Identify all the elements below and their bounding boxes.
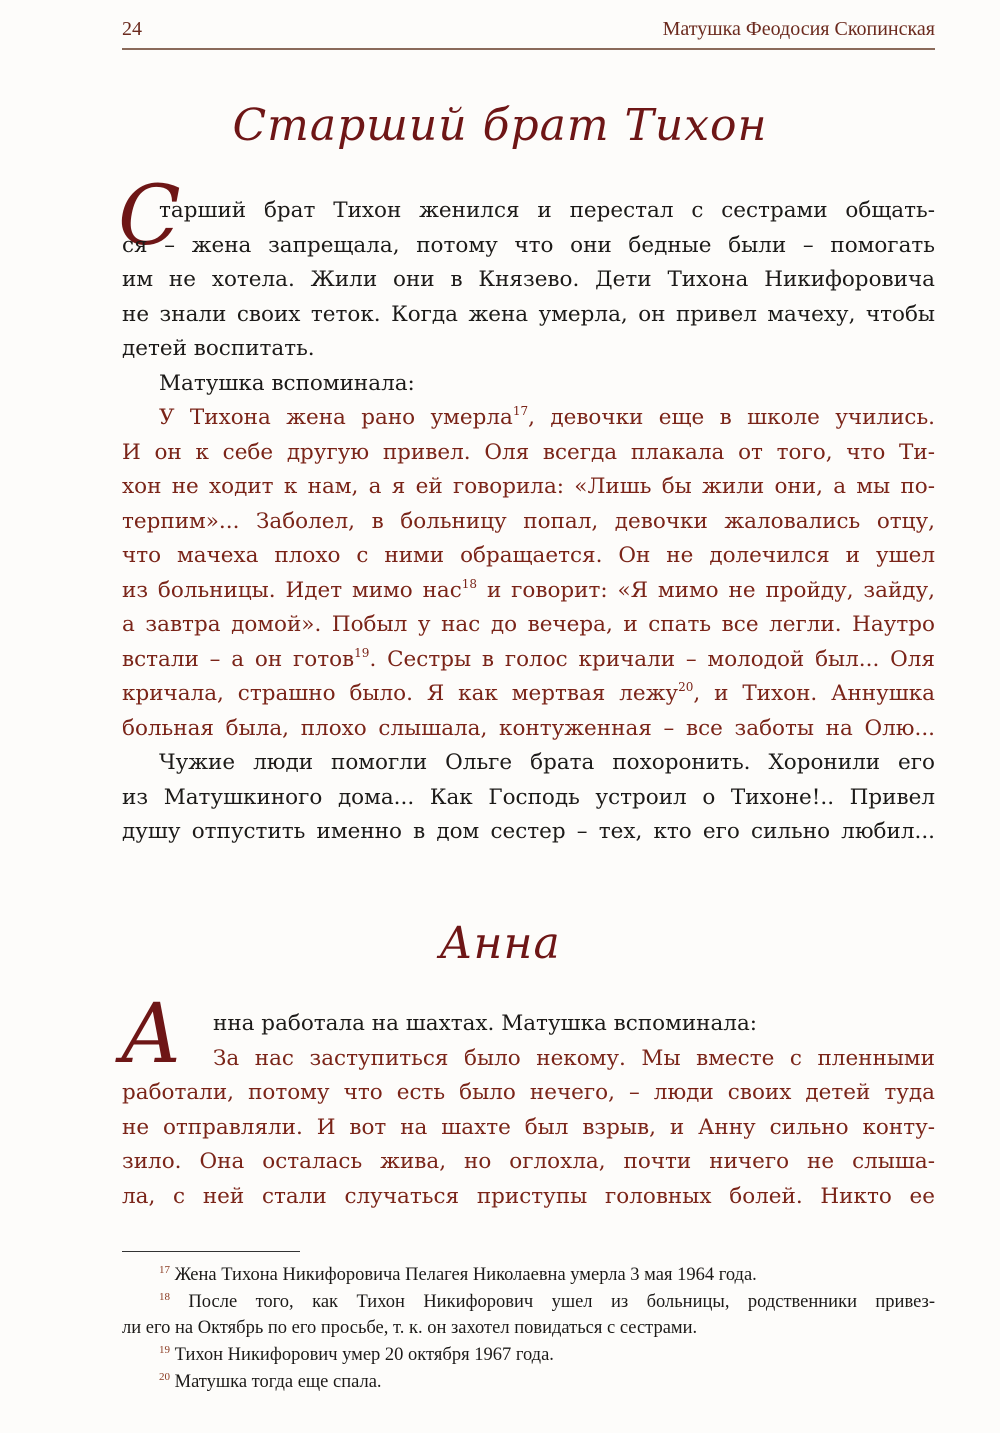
text-line: [122, 298, 935, 333]
text-line: [122, 1145, 935, 1180]
text-line: [122, 574, 935, 609]
running-header: [122, 18, 935, 44]
text-run: из больницы. Идет мимо нас: [122, 577, 462, 603]
text-line: [122, 194, 935, 229]
text-run: детей воспитать.: [122, 336, 315, 361]
text-run: хон не ходит к нам, а я ей говорила: «Лишь бы жили они, а мы по-: [122, 474, 935, 499]
quote-paragraph: [122, 1042, 935, 1215]
text-run: и говорит: «Я мимо не пройду, зайду,: [477, 577, 936, 603]
text-run: Матушка тогда еще спала.: [170, 1371, 382, 1392]
text-line: [122, 1042, 935, 1077]
footnote-ref: 18: [461, 576, 478, 591]
text-run: душу отпустить именно в дом сестер – тех, кто его сильно любил...: [122, 819, 935, 844]
paragraph: [122, 367, 935, 402]
text-run: кричала, страшно было. Я как мертвая лежу: [122, 681, 679, 706]
footnote: [122, 1342, 935, 1369]
text-line: [122, 505, 935, 540]
text-line: [122, 608, 935, 643]
text-run: ся – жена запрещала, потому что они бедные были – помогать: [122, 232, 935, 258]
text-line: [122, 229, 935, 264]
text-run: Тихон Никифорович умер 20 октября 1967 года.: [170, 1345, 554, 1366]
text-line: [122, 539, 935, 574]
text-line: [122, 746, 935, 781]
footnote-rule: [122, 1251, 300, 1252]
footnote: [122, 1289, 935, 1342]
text-run: зило. Она осталась жива, но оглохла, почти ничего не слыша-: [122, 1149, 935, 1174]
text-line: [122, 1076, 935, 1111]
text-run: нна работала на шахтах. Матушка вспоминала:: [213, 1011, 758, 1036]
text-line: [122, 1180, 935, 1215]
quote-paragraph: [122, 401, 935, 746]
footnote: [122, 1262, 935, 1289]
text-line: [122, 1289, 935, 1316]
text-run: встали – а он готов: [122, 646, 355, 672]
text-line: [122, 1369, 935, 1396]
text-line: [122, 367, 935, 402]
footnote-ref: 20: [159, 1370, 170, 1383]
text-line: [122, 1262, 935, 1289]
text-line: [122, 643, 935, 678]
page-number: 24: [122, 18, 142, 40]
text-run: После того, как Тихон Никифорович ушел из больницы, родственники привез-: [170, 1291, 935, 1312]
paragraph: [122, 1007, 935, 1042]
text-line: [122, 1315, 935, 1342]
text-line: [122, 1111, 935, 1146]
text-run: Чужие люди помогли Ольге брата похоронить. Хоронили его: [159, 750, 935, 775]
footnote-ref: 19: [354, 645, 370, 660]
paragraph: [122, 194, 935, 367]
header-rule: [122, 48, 935, 50]
section-title-tikhon: Старший брат Тихон: [232, 100, 768, 151]
footnote-ref: 19: [159, 1344, 170, 1357]
text-run: Матушка вспоминала:: [159, 370, 415, 396]
text-run: , девочки еще в школе учились.: [528, 405, 935, 430]
text-run: больная была, плохо слышала, контуженная – все заботы на Олю...: [122, 715, 935, 741]
text-run: тарший брат Тихон женился и перестал с сестрами общать-: [159, 198, 935, 223]
section-body-anna: [122, 1007, 935, 1214]
footnote-ref: 20: [678, 680, 694, 694]
text-line: [122, 712, 935, 747]
text-run: из Матушкиного дома... Как Господь устроил о Тихоне!.. Привел: [122, 784, 935, 810]
text-line: [122, 677, 935, 712]
text-run: . Сестры в голос кричали – молодой был... Оля: [369, 646, 935, 672]
text-run: Жена Тихона Никифоровича Пелагея Николаевна умерла 3 мая 1964 года.: [170, 1265, 757, 1285]
text-run: За нас заступиться было некому. Мы вместе с пленными: [213, 1045, 935, 1071]
text-run: ла, с ней стали случаться приступы головных болей. Никто ее: [122, 1183, 935, 1209]
text-line: [122, 263, 935, 298]
dropcap-s: С: [118, 169, 181, 264]
footnote-ref: 17: [159, 1264, 170, 1276]
text-line: [122, 1342, 935, 1369]
text-run: что мачеха плохо с ними обращается. Он не долечился и ушел: [122, 543, 935, 568]
text-run: , и Тихон. Аннушка: [693, 681, 935, 706]
dropcap-a: А: [120, 987, 183, 1082]
text-run: У Тихона жена рано умерла: [159, 405, 513, 430]
footnote-ref: 17: [512, 404, 529, 418]
footnotes: [122, 1262, 935, 1395]
text-line: [122, 781, 935, 816]
text-line: [122, 470, 935, 505]
text-run: работали, потому что есть было нечего, – люди своих детей туда: [122, 1080, 935, 1105]
footnote: [122, 1369, 935, 1396]
text-run: а завтра домой». Побыл у нас до вечера, и спать все легли. Наутро: [122, 612, 935, 637]
text-run: И он к себе другую привел. Оля всегда плакала от того, что Ти-: [122, 439, 935, 465]
text-line: [122, 815, 935, 850]
text-run: не знали своих теток. Когда жена умерла, он привел мачеху, чтобы: [122, 301, 935, 327]
text-line: [122, 436, 935, 471]
text-line: [122, 401, 935, 436]
section-title-anna: Анна: [439, 918, 561, 969]
text-run: им не хотела. Жили они в Князево. Дети Тихона Никифоровича: [122, 267, 935, 292]
text-line: [122, 1007, 935, 1042]
text-run: ли его на Октябрь по его просьбе, т. к. он захотел повидаться с сестрами.: [122, 1318, 698, 1339]
text-line: [122, 332, 935, 367]
paragraph: [122, 746, 935, 850]
text-run: не отправляли. И вот на шахте был взрыв, и Анну сильно конту-: [122, 1114, 935, 1140]
footnote-ref: 18: [159, 1290, 170, 1303]
section-body-tikhon: [122, 194, 935, 850]
text-run: терпим»... Заболел, в больницу попал, девочки жаловались отцу,: [122, 508, 935, 534]
running-title: Матушка Феодосия Скопинская: [662, 18, 935, 40]
